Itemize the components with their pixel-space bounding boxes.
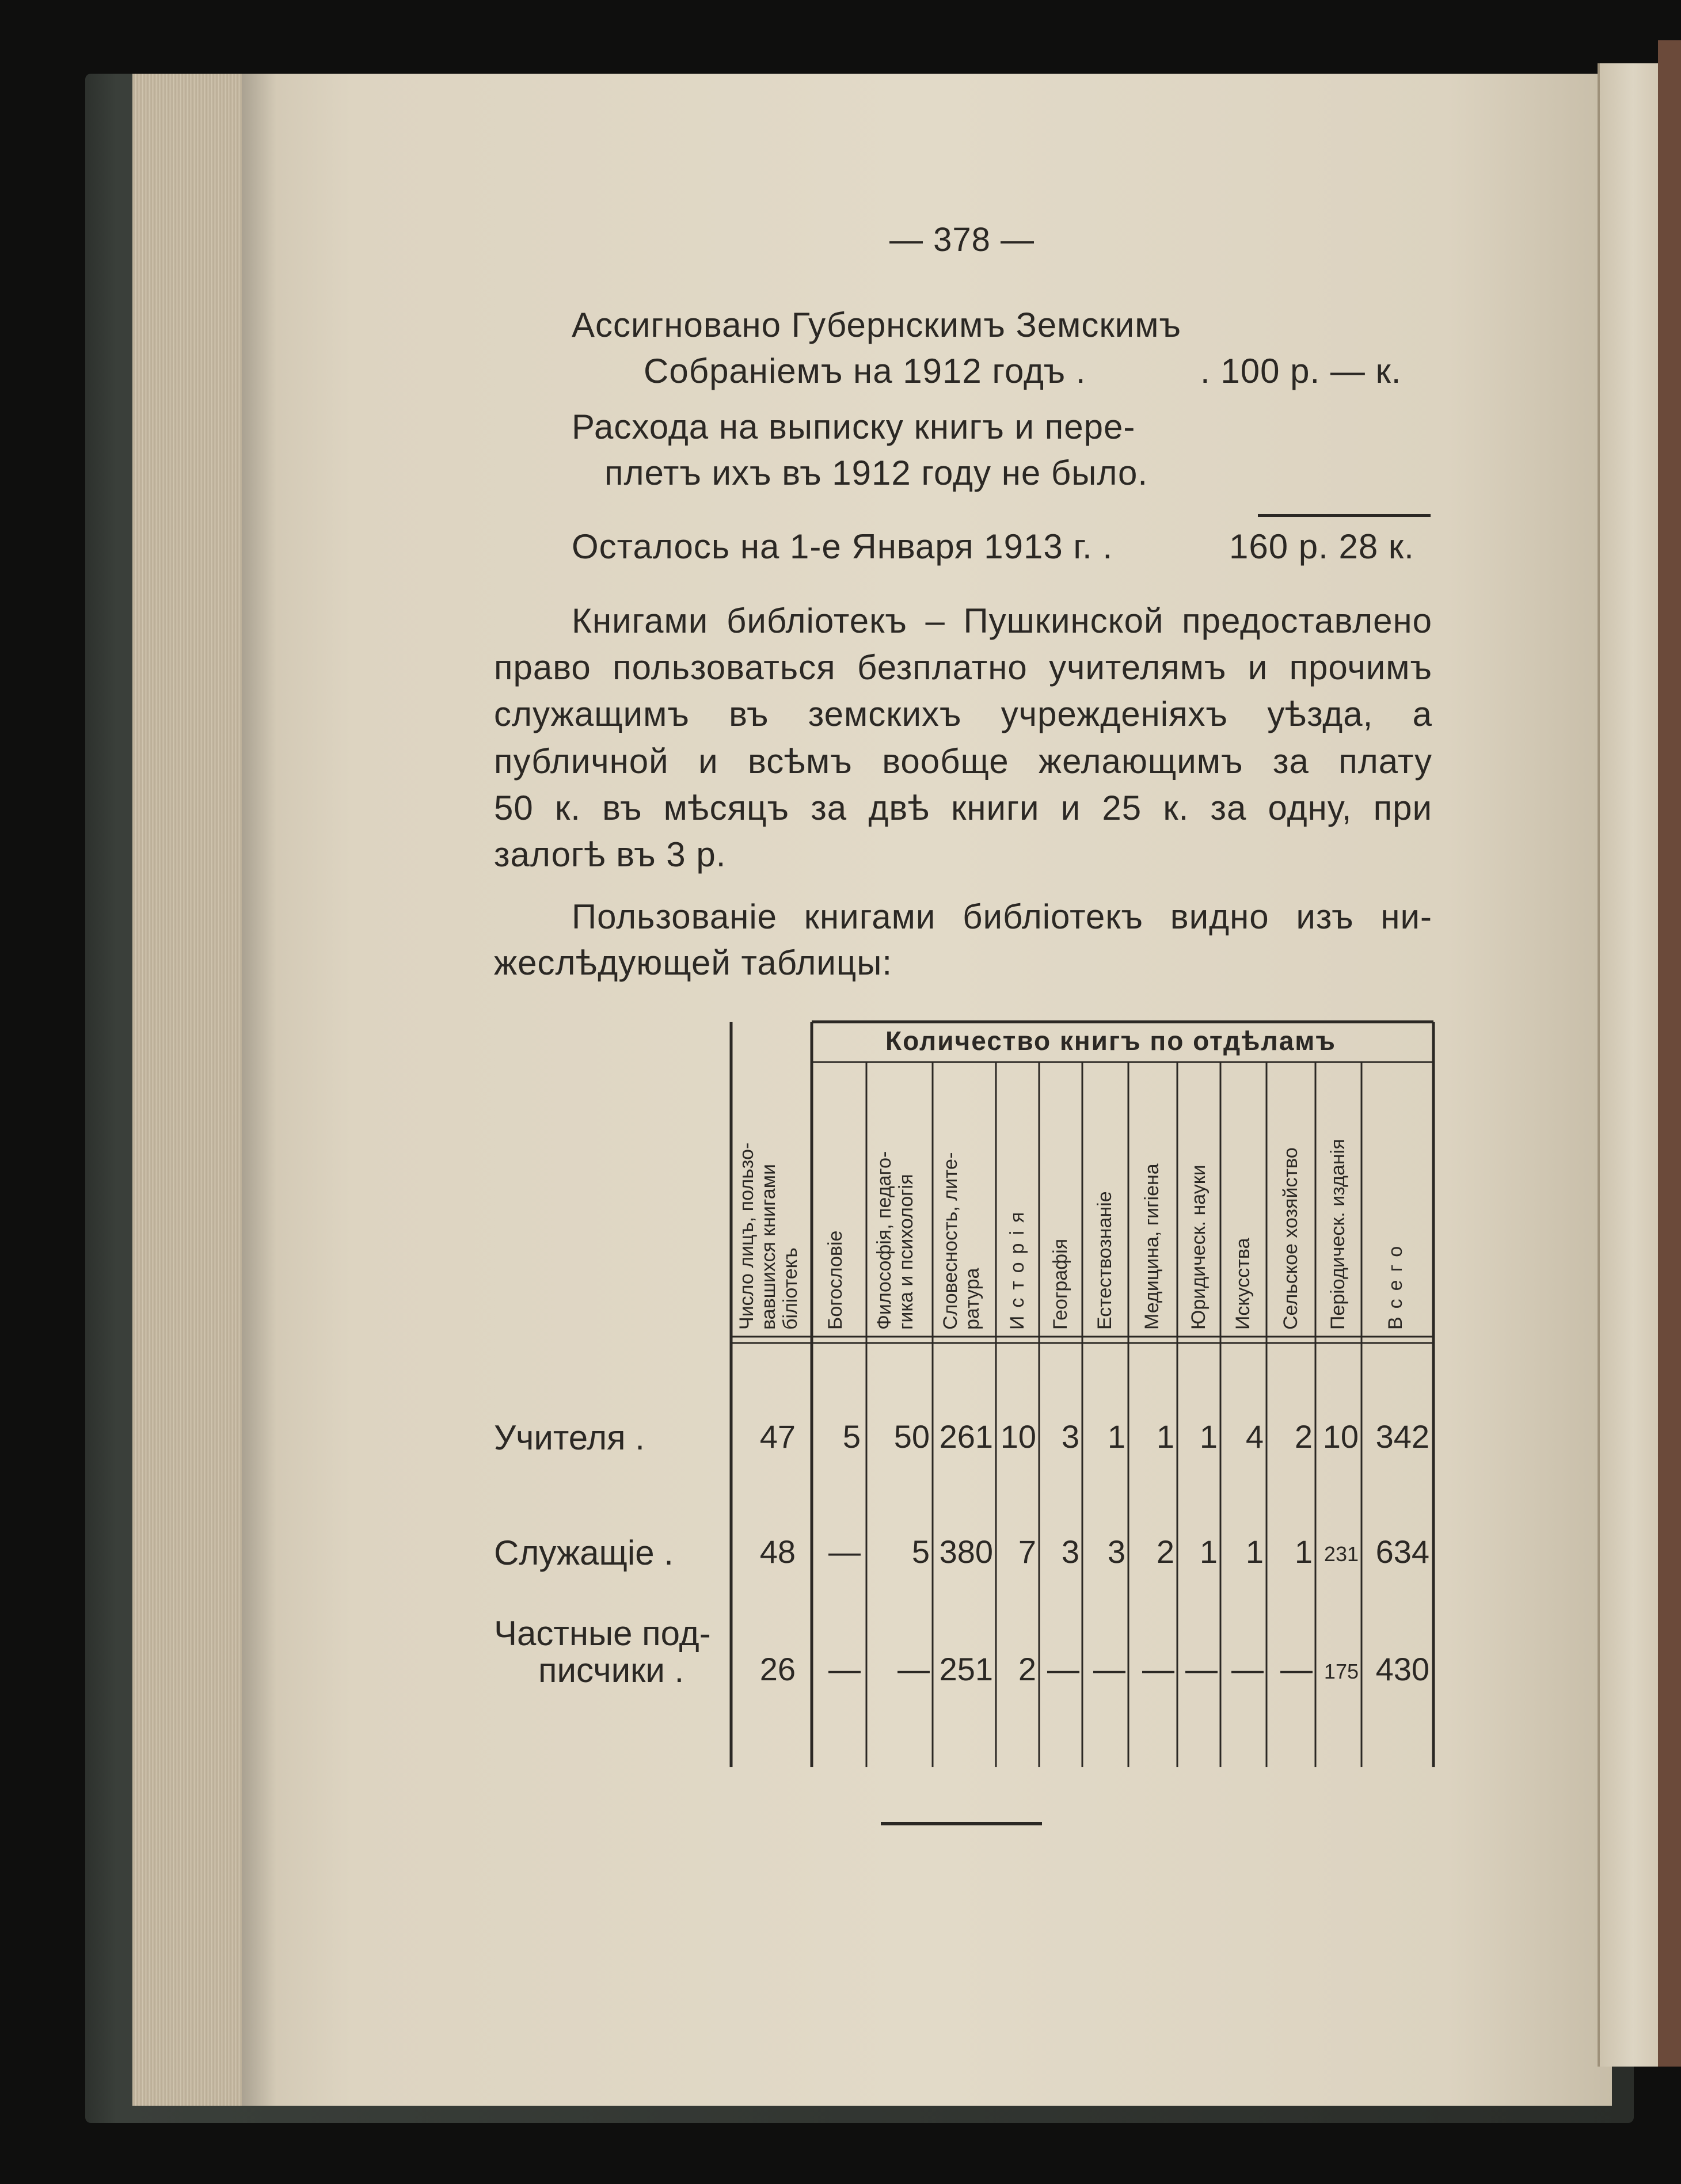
column-header-persons: Число лицъ, пользо- вавшихся книгами біліотекъ — [736, 1142, 801, 1330]
paragraph-1-line: служащимъ въ земскихъ учрежденіяхъ уѣзда, а — [494, 695, 1432, 733]
table-group-header: Количество книгъ по отдѣламъ — [885, 1026, 1336, 1056]
account-line-3: Расхода на выписку книгъ и пере- — [572, 408, 1136, 446]
table-cell: — — [1142, 1651, 1174, 1687]
paragraph-1-line: 50 к. въ мѣсяцъ за двѣ книги и 25 к. за одну, при — [494, 789, 1432, 827]
table-cell: 5 — [842, 1418, 861, 1455]
table-cell: 1 — [1245, 1534, 1264, 1570]
paragraph-1-line: Книгами библіотекъ – Пушкинской предоставлено — [572, 602, 1432, 640]
table-cell: 261 — [939, 1418, 993, 1455]
table-cell: 2 — [1018, 1651, 1036, 1687]
column-header: Географія — [1049, 1238, 1071, 1330]
account-amount-1: . 100 р. — к. — [1200, 352, 1402, 390]
table-cell: 5 — [911, 1534, 930, 1570]
table-cell: 1 — [1199, 1534, 1218, 1570]
column-header: Исторія — [1006, 1204, 1028, 1330]
row-label-teachers: Учителя . — [494, 1418, 645, 1457]
account-line-2: Собраніемъ на 1912 годъ . — [644, 352, 1086, 390]
table-cell: — — [1280, 1651, 1313, 1687]
column-header: Естествознаніе — [1094, 1191, 1116, 1330]
account-line-5: Осталось на 1-е Января 1913 г. . — [572, 527, 1113, 566]
paragraph-2-line: жеслѣдующей таблицы: — [494, 943, 893, 982]
table-cell: 1 — [1156, 1418, 1174, 1455]
table-cell: 2 — [1294, 1418, 1313, 1455]
column-header: Словесность, лите- ратура — [940, 1152, 983, 1330]
table-cell: 3 — [1061, 1534, 1079, 1570]
table-cell: 430 — [1375, 1651, 1429, 1687]
column-header: Сельское хозяйство — [1280, 1147, 1302, 1330]
account-line-4: плетъ ихъ въ 1912 году не было. — [604, 454, 1148, 492]
paragraph-1-line: залогѣ въ 3 р. — [494, 835, 727, 874]
table-cell: — — [897, 1651, 930, 1687]
row-label-private-cont: писчики . — [538, 1651, 684, 1690]
table-cell: 47 — [759, 1418, 796, 1455]
table-cell: 7 — [1018, 1534, 1036, 1570]
table-cell: 634 — [1375, 1534, 1429, 1570]
column-header: Философія, педаго- гика и психологія — [873, 1151, 917, 1330]
paragraph-1-line: публичной и всѣмъ вообще желающимъ за плату — [494, 742, 1432, 781]
column-header: Юридическ. науки — [1188, 1165, 1210, 1330]
row-label-private: Частные под- — [494, 1614, 711, 1653]
column-header: Богословіе — [824, 1230, 846, 1330]
table-cell: — — [1231, 1651, 1264, 1687]
table-cell: — — [828, 1651, 861, 1687]
paragraph-1-line: право пользоваться безплатно учителямъ и прочимъ — [494, 648, 1432, 687]
account-amount-2: 160 р. 28 к. — [1229, 527, 1414, 566]
column-header: Всего — [1385, 1238, 1406, 1330]
table-cell: 231 — [1323, 1542, 1359, 1566]
table-cell: — — [1093, 1651, 1125, 1687]
table-cell: — — [828, 1534, 861, 1570]
table-cell: 251 — [939, 1651, 993, 1687]
table-cell: 2 — [1156, 1534, 1174, 1570]
column-header: Періодическ. изданія — [1327, 1139, 1349, 1330]
table-cell: — — [1047, 1651, 1079, 1687]
table-cell: 1 — [1199, 1418, 1218, 1455]
table-cell: 26 — [759, 1651, 796, 1687]
table-cell: 1 — [1294, 1534, 1313, 1570]
paragraph-2-line: Пользованіе книгами библіотекъ видно изъ ни- — [572, 897, 1432, 936]
table-cell: 10 — [1000, 1418, 1036, 1455]
table-cell: 3 — [1061, 1418, 1079, 1455]
table-cell: 10 — [1322, 1418, 1359, 1455]
table-cell: 1 — [1107, 1418, 1125, 1455]
row-label-employees: Служащіе . — [494, 1534, 674, 1572]
table-cell: — — [1185, 1651, 1218, 1687]
table-cell: 4 — [1245, 1418, 1264, 1455]
column-header: Медицина, гигіена — [1141, 1163, 1163, 1330]
table-cell: 48 — [759, 1534, 796, 1570]
table-cell: 342 — [1375, 1418, 1429, 1455]
table-cell: 50 — [893, 1418, 930, 1455]
table-cell: 175 — [1323, 1660, 1359, 1683]
page-number: — 378 — — [889, 221, 1035, 258]
table-cell: 3 — [1107, 1534, 1125, 1570]
column-header: Искусства — [1232, 1238, 1254, 1330]
table-cell: 380 — [939, 1534, 993, 1570]
account-line-1: Ассигновано Губернскимъ Земскимъ — [572, 306, 1181, 344]
